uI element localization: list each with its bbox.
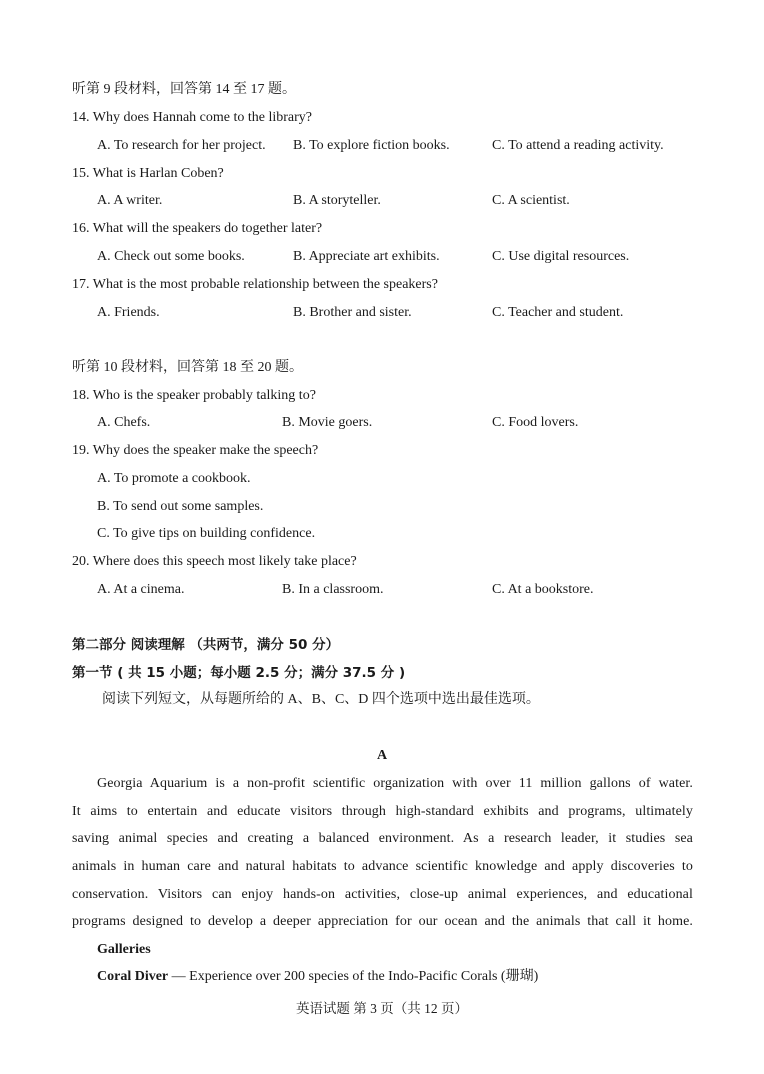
question-16-option-b: B. Appreciate art exhibits.	[293, 249, 440, 264]
reading-instruction: 阅读下列短文，从每题所给的 A、B、C、D 四个选项中选出最佳选项。	[102, 692, 540, 707]
paragraph-line: saving animal species and creating a balanced environment. As a research leader, it studies sea	[72, 831, 693, 846]
question-20-option-a: A. At a cinema.	[97, 582, 185, 597]
question-18-stem: 18. Who is the speaker probably talking to?	[72, 388, 316, 403]
question-18-option-c: C. Food lovers.	[492, 415, 579, 430]
question-14-stem: 14. Why does Hannah come to the library?	[72, 110, 313, 125]
question-15-stem: 15. What is Harlan Coben?	[72, 166, 224, 181]
question-20-option-b: B. In a classroom.	[282, 582, 384, 597]
section-one-title: 第一节 ( 共 15 小题；每小题 2.5 分；满分 37.5 分 )	[72, 665, 406, 681]
galleries-heading: Galleries	[97, 942, 151, 957]
question-17-option-a: A. Friends.	[97, 305, 160, 320]
question-15-option-a: A. A writer.	[97, 193, 163, 208]
question-20-stem: 20. Where does this speech most likely take place?	[72, 554, 357, 569]
paragraph-line: programs designed to develop a deeper appreciation for our ocean and the animals that call it home.	[72, 914, 693, 929]
question-14-option-a: A. To research for her project.	[97, 138, 266, 153]
question-14-option-b: B. To explore fiction books.	[293, 138, 450, 153]
question-16-stem: 16. What will the speakers do together later?	[72, 221, 323, 236]
question-19-option-a: A. To promote a cookbook.	[97, 471, 251, 486]
question-15-option-c: C. A scientist.	[492, 193, 570, 208]
section-9-header: 听第 9 段材料，回答第 14 至 17 题。	[72, 82, 296, 97]
question-16-option-a: A. Check out some books.	[97, 249, 245, 264]
paragraph-line: conservation. Visitors can enjoy hands-on activities, close-up animal experiences, and educational	[72, 887, 693, 902]
section-10-header: 听第 10 段材料，回答第 18 至 20 题。	[72, 360, 303, 375]
question-19-stem: 19. Why does the speaker make the speech?	[72, 443, 319, 458]
question-18-option-b: B. Movie goers.	[282, 415, 373, 430]
question-15-option-b: B. A storyteller.	[293, 193, 381, 208]
gallery-entry	[97, 968, 538, 986]
question-19-option-c: C. To give tips on building confidence.	[97, 526, 316, 541]
part-two-title: 第二部分 阅读理解 （共两节，满分 50 分）	[72, 637, 340, 653]
question-20-option-c: C. At a bookstore.	[492, 582, 594, 597]
question-18-option-a: A. Chefs.	[97, 415, 151, 430]
question-14-option-c: C. To attend a reading activity.	[492, 138, 664, 153]
question-17-option-b: B. Brother and sister.	[293, 305, 412, 320]
gallery-name: Coral Diver	[97, 969, 169, 984]
question-19-option-b: B. To send out some samples.	[97, 499, 264, 514]
question-16-option-c: C. Use digital resources.	[492, 249, 630, 264]
paragraph-line: It aims to entertain and educate visitors through high-standard exhibits and programs, ultimately	[72, 804, 693, 819]
paragraph-line: animals in human care and natural habitats to advance scientific knowledge and apply discoveries to	[72, 859, 693, 874]
gallery-description: — Experience over 200 species of the Indo-Pacific Corals (珊瑚)	[168, 969, 539, 984]
question-17-option-c: C. Teacher and student.	[492, 305, 624, 320]
question-17-stem: 17. What is the most probable relationship between the speakers?	[72, 277, 438, 292]
passage-label: A	[376, 748, 388, 763]
page-footer: 英语试题 第 3 页（共 12 页）	[295, 1001, 469, 1016]
paragraph-line: Georgia Aquarium is a non-profit scientific organization with over 11 million gallons of water.	[97, 776, 693, 791]
